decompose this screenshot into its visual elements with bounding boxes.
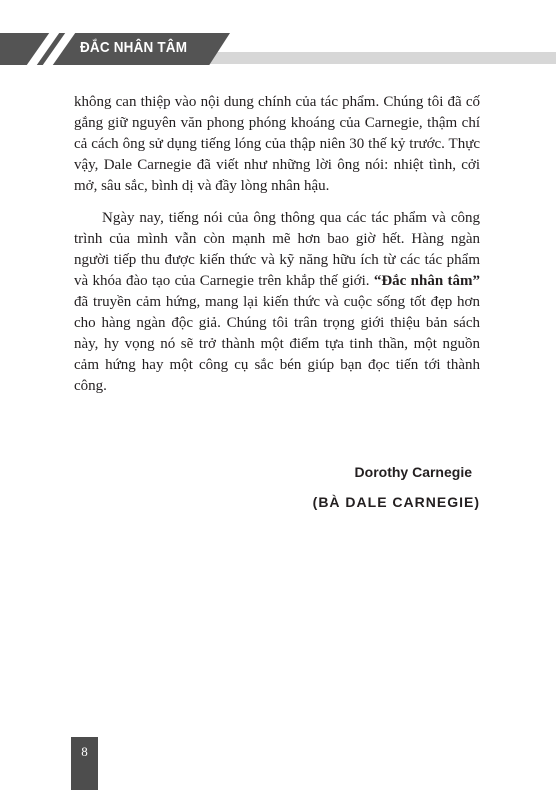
page-number: 8 <box>81 744 88 759</box>
signature-block <box>313 462 480 512</box>
book-title-emphasis: “Đắc nhân tâm” <box>373 273 481 289</box>
signature-subtitle: (BÀ DALE CARNEGIE) <box>312 494 480 510</box>
paragraph-2-text-start: Ngày nay, tiếng nói của ông thông qua các tác phẩm và công trình của mình vẫn còn mạnh mẽ hơn bao giờ hết. Hàng ngàn người tiếp thu được kiến thức và kỹ năng hữu ích từ các tác phẩm và khóa đào tạo của Carnegie trên khắp thế giới. <box>74 210 480 289</box>
paragraph-2 <box>74 208 480 397</box>
header-light-band <box>210 52 556 64</box>
paragraph-2-text-end: đã truyền cảm hứng, mang lại kiến thức và cuộc sống tốt đẹp hơn cho hàng ngàn độc giả. Chúng tôi trân trọng giới thiệu bản sách này, hy vọng nó sẽ trở thành một điểm tựa tinh thần, một nguồn cảm hứng hay một công cụ sắc bén giúp bạn đọc tiến tới thành công. <box>74 294 480 394</box>
paragraph-1: không can thiệp vào nội dung chính của tác phẩm. Chúng tôi đã cố gắng giữ nguyên văn phong phóng khoáng của Carnegie, thậm chí cả cách ông sử dụng tiếng lóng của thập niên 30 thế kỷ trước. Thực vậy, Dale Carnegie đã viết như những lời ông nói: nhiệt tình, cởi mở, sâu sắc, bình dị và đầy lòng nhân hậu. <box>74 94 480 194</box>
body-text <box>74 92 480 397</box>
signature-name: Dorothy Carnegie <box>354 464 472 480</box>
page-header <box>0 33 556 65</box>
running-header-title: ĐẮC NHÂN TÂM <box>80 39 188 56</box>
page-number-tab <box>71 737 98 790</box>
